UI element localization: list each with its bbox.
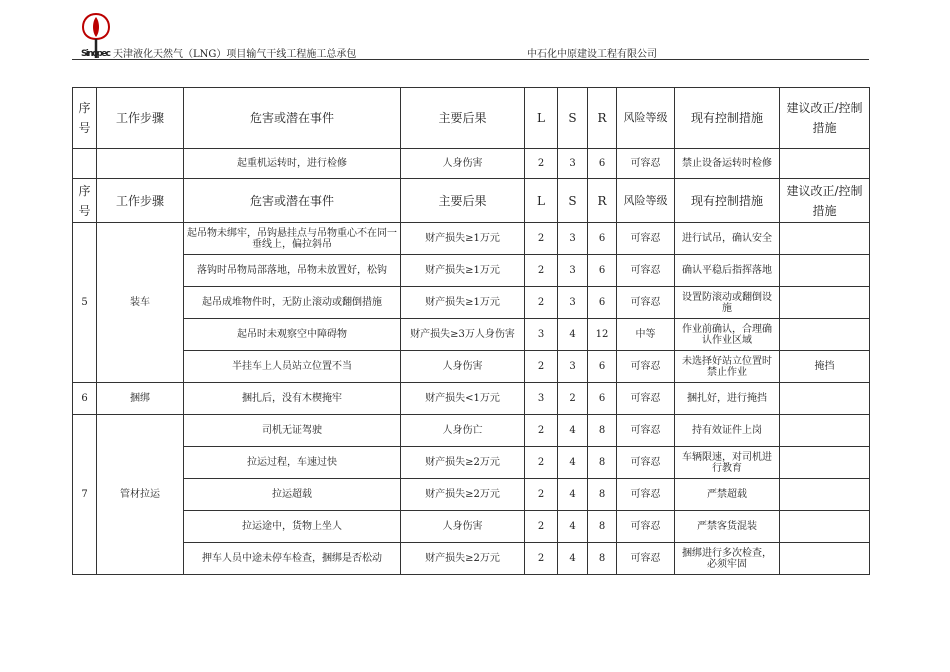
cell-hazard: 半挂车上人员站立位置不当 <box>184 351 401 383</box>
cell-consequence: 财产损失≥2万元 <box>401 543 525 575</box>
cell-hazard: 司机无证驾驶 <box>184 415 401 447</box>
cell-r: 12 <box>588 319 617 351</box>
col-advice: 建议改正/控制措施 <box>780 179 870 223</box>
cell-advice <box>780 287 870 319</box>
cell-r: 6 <box>588 351 617 383</box>
cell-risk: 可容忍 <box>617 543 675 575</box>
table-row <box>73 479 870 511</box>
col-r: R <box>588 179 617 223</box>
cell-advice <box>780 447 870 479</box>
cell-no <box>73 149 97 179</box>
cell-control: 持有效证件上岗 <box>675 415 780 447</box>
cell-s: 3 <box>558 351 588 383</box>
cell-s: 4 <box>558 511 588 543</box>
col-l: L <box>525 88 558 149</box>
cell-no: 5 <box>73 223 97 383</box>
table-row <box>73 543 870 575</box>
cell-l: 2 <box>525 255 558 287</box>
cell-l: 2 <box>525 149 558 179</box>
cell-advice <box>780 223 870 255</box>
cell-l: 2 <box>525 223 558 255</box>
cell-step <box>97 149 184 179</box>
cell-risk: 可容忍 <box>617 351 675 383</box>
cell-consequence: 人身伤亡 <box>401 415 525 447</box>
company-name: 中石化中原建设工程有限公司 <box>527 49 657 60</box>
cell-hazard: 起重机运转时，进行检修 <box>184 149 401 179</box>
col-no: 序号 <box>73 179 97 223</box>
cell-control: 禁止设备运转时检修 <box>675 149 780 179</box>
cell-control: 确认平稳后指挥落地 <box>675 255 780 287</box>
cell-consequence: 财产损失≥1万元 <box>401 223 525 255</box>
table-row <box>73 351 870 383</box>
cell-hazard: 落钩时吊物局部落地，吊物未放置好，松钩 <box>184 255 401 287</box>
cell-risk: 可容忍 <box>617 415 675 447</box>
col-r: R <box>588 88 617 149</box>
cell-s: 3 <box>558 287 588 319</box>
cell-r: 8 <box>588 511 617 543</box>
cell-consequence: 财产损失≥2万元 <box>401 447 525 479</box>
table-row <box>73 383 870 415</box>
table-row <box>73 319 870 351</box>
cell-step: 装车 <box>97 223 184 383</box>
cell-hazard: 押车人员中途未停车检查，捆绑是否松动 <box>184 543 401 575</box>
cell-l: 2 <box>525 415 558 447</box>
cell-control: 严禁客货混装 <box>675 511 780 543</box>
cell-l: 2 <box>525 287 558 319</box>
table-row <box>73 447 870 479</box>
table-row <box>73 511 870 543</box>
cell-step: 管材拉运 <box>97 415 184 575</box>
header-rule <box>72 59 869 60</box>
cell-risk: 可容忍 <box>617 479 675 511</box>
col-consequence: 主要后果 <box>401 88 525 149</box>
cell-hazard: 拉运超载 <box>184 479 401 511</box>
cell-s: 2 <box>558 383 588 415</box>
cell-s: 4 <box>558 479 588 511</box>
cell-hazard: 起吊时未观察空中障碍物 <box>184 319 401 351</box>
table-row <box>73 287 870 319</box>
cell-control: 进行试吊，确认安全 <box>675 223 780 255</box>
cell-advice <box>780 383 870 415</box>
col-risk: 风险等级 <box>617 179 675 223</box>
cell-consequence: 人身伤害 <box>401 351 525 383</box>
table-row-carryover <box>73 149 870 179</box>
cell-s: 3 <box>558 255 588 287</box>
cell-risk: 可容忍 <box>617 511 675 543</box>
cell-control: 捆绑进行多次检查，必须牢固 <box>675 543 780 575</box>
cell-s: 4 <box>558 415 588 447</box>
cell-consequence: 财产损失≥2万元 <box>401 479 525 511</box>
cell-hazard: 起吊物未绑牢，吊钩悬挂点与吊物重心不在同一垂线上，偏拉斜吊 <box>184 223 401 255</box>
table-row <box>73 223 870 255</box>
cell-r: 6 <box>588 255 617 287</box>
cell-risk: 可容忍 <box>617 223 675 255</box>
col-s: S <box>558 179 588 223</box>
cell-r: 6 <box>588 383 617 415</box>
cell-l: 2 <box>525 511 558 543</box>
cell-s: 3 <box>558 149 588 179</box>
col-hazard: 危害或潜在事件 <box>184 179 401 223</box>
cell-l: 2 <box>525 543 558 575</box>
col-hazard: 危害或潜在事件 <box>184 88 401 149</box>
cell-s: 4 <box>558 543 588 575</box>
col-control: 现有控制措施 <box>675 88 780 149</box>
cell-advice <box>780 543 870 575</box>
table-header-row-repeat <box>73 179 870 223</box>
sinopec-logo <box>79 12 113 60</box>
cell-hazard: 拉运途中，货物上坐人 <box>184 511 401 543</box>
col-control: 现有控制措施 <box>675 179 780 223</box>
table-header-row <box>73 88 870 149</box>
cell-s: 4 <box>558 447 588 479</box>
col-s: S <box>558 88 588 149</box>
cell-control: 未选择好站立位置时禁止作业 <box>675 351 780 383</box>
col-advice: 建议改正/控制措施 <box>780 88 870 149</box>
cell-advice <box>780 511 870 543</box>
cell-risk: 可容忍 <box>617 383 675 415</box>
cell-risk: 可容忍 <box>617 149 675 179</box>
cell-consequence: 人身伤害 <box>401 511 525 543</box>
cell-consequence: 人身伤害 <box>401 149 525 179</box>
cell-l: 2 <box>525 479 558 511</box>
table-row <box>73 415 870 447</box>
cell-r: 8 <box>588 479 617 511</box>
cell-step: 捆绑 <box>97 383 184 415</box>
cell-advice <box>780 149 870 179</box>
col-consequence: 主要后果 <box>401 179 525 223</box>
col-l: L <box>525 179 558 223</box>
cell-control: 严禁超载 <box>675 479 780 511</box>
cell-r: 6 <box>588 149 617 179</box>
cell-consequence: 财产损失≥1万元 <box>401 255 525 287</box>
cell-r: 8 <box>588 543 617 575</box>
cell-r: 6 <box>588 223 617 255</box>
cell-risk: 可容忍 <box>617 255 675 287</box>
table-row <box>73 255 870 287</box>
cell-control: 作业前确认，合理确认作业区域 <box>675 319 780 351</box>
col-risk: 风险等级 <box>617 88 675 149</box>
cell-advice <box>780 479 870 511</box>
cell-advice <box>780 319 870 351</box>
cell-no: 7 <box>73 415 97 575</box>
cell-l: 2 <box>525 351 558 383</box>
cell-control: 捆扎好，进行掩挡 <box>675 383 780 415</box>
cell-consequence: 财产损失<1万元 <box>401 383 525 415</box>
cell-risk: 可容忍 <box>617 287 675 319</box>
col-no: 序号 <box>73 88 97 149</box>
project-title: 天津液化天然气（LNG）项目输气干线工程施工总承包 <box>113 49 357 60</box>
cell-r: 8 <box>588 415 617 447</box>
cell-r: 6 <box>588 287 617 319</box>
cell-consequence: 财产损失≥1万元 <box>401 287 525 319</box>
cell-hazard: 拉运过程，车速过快 <box>184 447 401 479</box>
cell-r: 8 <box>588 447 617 479</box>
cell-advice: 掩挡 <box>780 351 870 383</box>
cell-control: 设置防滚动或翻倒设施 <box>675 287 780 319</box>
cell-l: 3 <box>525 319 558 351</box>
cell-hazard: 起吊成堆物件时，无防止滚动或翻倒措施 <box>184 287 401 319</box>
cell-s: 4 <box>558 319 588 351</box>
cell-s: 3 <box>558 223 588 255</box>
cell-advice <box>780 255 870 287</box>
cell-risk: 中等 <box>617 319 675 351</box>
cell-hazard: 捆扎后，没有木楔掩牢 <box>184 383 401 415</box>
svg-text:Sinopec: Sinopec <box>81 49 111 59</box>
cell-risk: 可容忍 <box>617 447 675 479</box>
cell-l: 2 <box>525 447 558 479</box>
cell-control: 车辆限速，对司机进行教育 <box>675 447 780 479</box>
cell-advice <box>780 415 870 447</box>
col-step: 工作步骤 <box>97 88 184 149</box>
cell-l: 3 <box>525 383 558 415</box>
col-step: 工作步骤 <box>97 179 184 223</box>
cell-consequence: 财产损失≥3万人身伤害 <box>401 319 525 351</box>
cell-no: 6 <box>73 383 97 415</box>
risk-table <box>72 87 870 575</box>
